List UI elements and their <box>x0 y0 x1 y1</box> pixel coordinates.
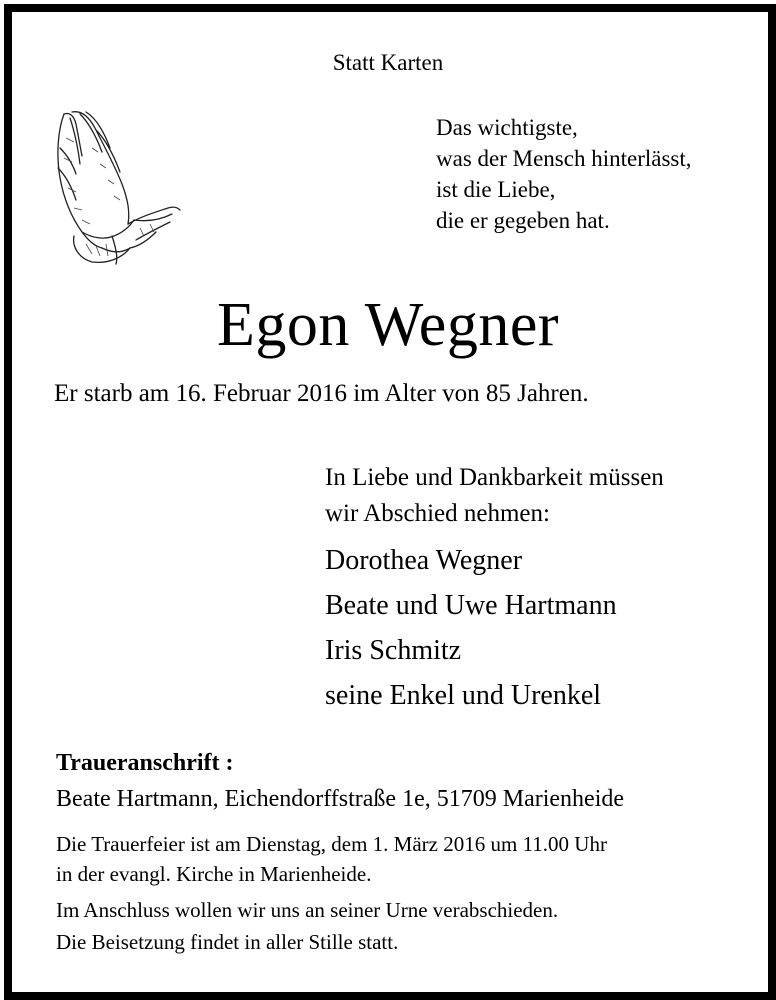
info-line: Die Trauerfeier ist am Dienstag, dem 1. März 2016 um 11.00 Uhr <box>56 832 607 856</box>
mourner-name: Beate und Uwe Hartmann <box>325 590 617 621</box>
death-line: Er starb am 16. Februar 2016 im Alter von 85 Jahren. <box>54 380 589 407</box>
farewell-text <box>325 460 664 532</box>
deceased-name: Egon Wegner <box>217 291 559 359</box>
address-label: Traueranschrift : <box>56 750 234 776</box>
praying-hands-icon <box>52 108 184 266</box>
farewell-line: wir Abschied nehmen: <box>325 500 550 527</box>
info-line: Im Anschluss wollen wir uns an seiner Urne verabschieden. <box>56 898 559 922</box>
address-text: Beate Hartmann, Eichendorffstraße 1e, 51709 Marienheide <box>56 786 625 812</box>
quote-line: ist die Liebe, <box>436 177 556 202</box>
mourner-name: seine Enkel und Urenkel <box>325 680 602 711</box>
quote-line: Das wichtigste, <box>436 115 578 140</box>
header-text: Statt Karten <box>332 50 444 75</box>
mourner-name: Dorothea Wegner <box>325 545 523 576</box>
mourner-name: Iris Schmitz <box>325 635 462 666</box>
quote-line: was der Mensch hinterlässt, <box>436 146 692 171</box>
info-line: in der evangl. Kirche in Marienheide. <box>56 862 372 886</box>
quote <box>436 112 692 236</box>
info-line: Die Beisetzung findet in aller Stille statt. <box>56 930 399 954</box>
quote-line: die er gegeben hat. <box>436 208 610 233</box>
farewell-line: In Liebe und Dankbarkeit müssen <box>325 464 664 491</box>
